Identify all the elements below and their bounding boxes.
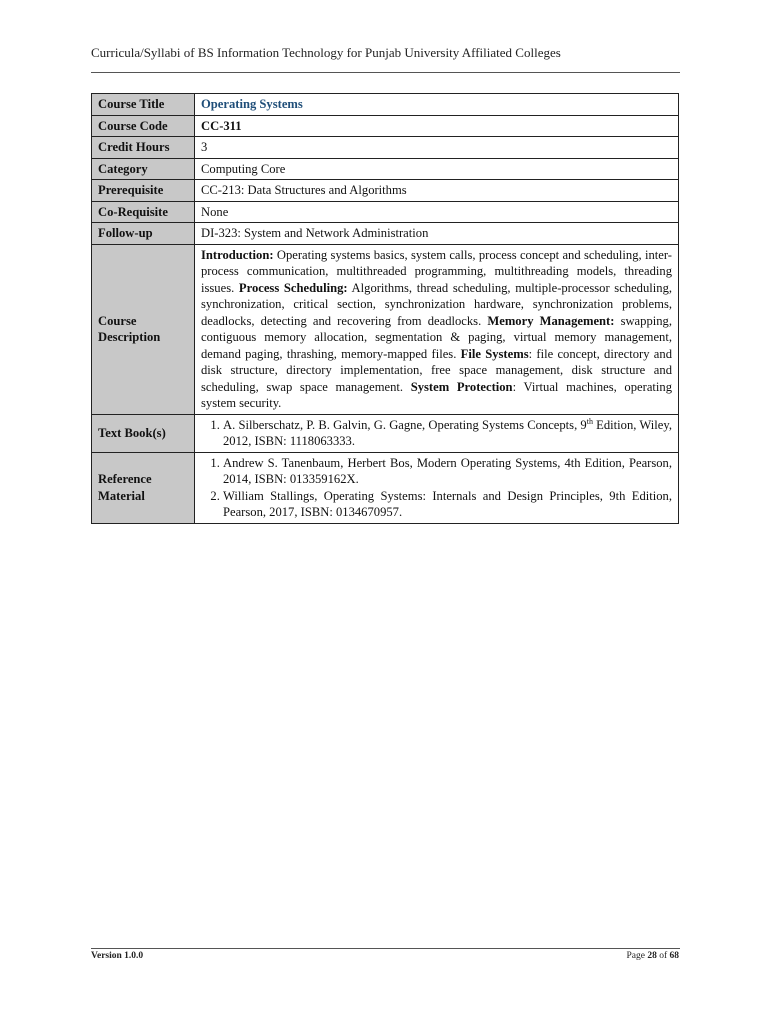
prerequisite-value: CC-213: Data Structures and Algorithms xyxy=(195,180,679,202)
course-description-label: Course Description xyxy=(92,244,195,414)
footer-divider xyxy=(91,948,680,949)
course-description-value xyxy=(195,244,679,414)
desc-intro-heading: Introduction: xyxy=(201,247,274,262)
desc-intro-text: Operating systems basics, system calls, process concept and scheduling, inter-process communication, multithreaded programming, multithreading models, threading issues. xyxy=(201,247,672,295)
credit-hours-value: 3 xyxy=(195,137,679,159)
row-reference-material xyxy=(92,452,679,523)
corequisite-label: Co-Requisite xyxy=(92,201,195,223)
reference-material-label: Reference Material xyxy=(92,452,195,523)
textbook-list xyxy=(201,417,672,450)
course-code-label: Course Code xyxy=(92,115,195,137)
current-page: 28 xyxy=(647,951,657,961)
desc-filesystems-text: : file concept, directory and disk structure, directory implementation, free space management, disk structure and scheduling, swap space management. xyxy=(201,346,672,394)
prerequisite-label: Prerequisite xyxy=(92,180,195,202)
row-course-code xyxy=(92,115,679,137)
textbook-text: A. Silberschatz, P. B. Galvin, G. Gagne, Operating Systems Concepts, 9 xyxy=(223,417,587,432)
header-divider xyxy=(91,72,680,73)
total-pages: 68 xyxy=(669,951,679,961)
textbook-text-end: Edition, Wiley, 2012, ISBN: 1118063333. xyxy=(223,417,672,448)
desc-scheduling-text: Algorithms, thread scheduling, multiple-processor scheduling, synchronization, critical section, synchronization hardware, synchronization problems, deadlocks, detecting and recovering from deadlocks. xyxy=(201,280,673,328)
course-title-label: Course Title xyxy=(92,94,195,116)
category-value: Computing Core xyxy=(195,158,679,180)
textbooks-label: Text Book(s) xyxy=(92,414,195,452)
row-credit-hours xyxy=(92,137,679,159)
category-label: Category xyxy=(92,158,195,180)
row-course-title xyxy=(92,94,679,116)
desc-memory-heading: Memory Management: xyxy=(487,313,615,328)
footer-page-number xyxy=(626,951,679,961)
textbook-superscript: th xyxy=(586,416,593,426)
reference-list xyxy=(201,455,672,521)
desc-protection-heading: System Protection xyxy=(410,379,513,394)
course-title-value: Operating Systems xyxy=(195,94,679,116)
footer-version: Version 1.0.0 xyxy=(91,951,144,961)
desc-filesystems-heading: File Systems xyxy=(460,346,529,361)
course-code-value: CC-311 xyxy=(195,115,679,137)
page-prefix: Page xyxy=(626,951,648,961)
followup-label: Follow-up xyxy=(92,223,195,245)
reference-item: 1. Andrew S. Tanenbaum, Herbert Bos, Modern Operating Systems, 4th Edition, Pearson, 2014, ISBN: 013359162X. xyxy=(223,455,672,488)
row-textbooks xyxy=(92,414,679,452)
row-corequisite xyxy=(92,201,679,223)
desc-protection-text: : Virtual machines, operating system security. xyxy=(201,379,672,410)
course-table xyxy=(91,93,679,524)
corequisite-value: None xyxy=(195,201,679,223)
reference-item: 2. William Stallings, Operating Systems: Internals and Design Principles, 9th Edition, Pearson, 2017, ISBN: 0134670957. xyxy=(223,488,672,521)
textbooks-value xyxy=(195,414,679,452)
desc-scheduling-heading: Process Scheduling: xyxy=(238,280,348,295)
credit-hours-label: Credit Hours xyxy=(92,137,195,159)
page-of: of xyxy=(656,951,670,961)
desc-memory-text: swapping, contiguous memory allocation, segmentation & paging, virtual memory management, demand paging, thrashing, memory-mapped files. xyxy=(201,313,672,361)
reference-material-value xyxy=(195,452,679,523)
page-header: Curricula/Syllabi of BS Information Technology for Punjab University Affiliated Colleges xyxy=(91,45,561,60)
row-followup xyxy=(92,223,679,245)
row-prerequisite xyxy=(92,180,679,202)
row-course-description xyxy=(92,244,679,414)
row-category xyxy=(92,158,679,180)
textbook-item xyxy=(223,417,672,450)
followup-value: DI-323: System and Network Administration xyxy=(195,223,679,245)
